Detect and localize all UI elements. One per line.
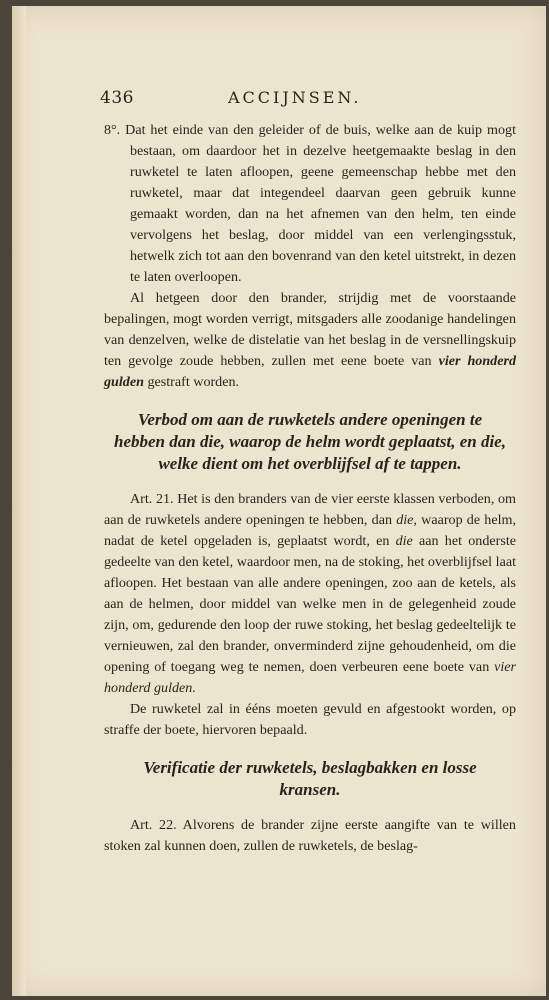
penalty-text-after: gestraft worden. [147,374,240,390]
running-title: ACCIJNSEN. [228,88,362,107]
numbered-item-8 [104,120,516,288]
page-header [100,88,400,114]
article-21-text-2: , waarop de helm, nadat de ketel opgeladen is, geplaatst wordt, en [104,512,517,549]
article-21-text-1: Het is den branders van de vier eerste klassen verboden, om aan de ruwketels andere openingen te hebben, dan [104,491,516,528]
section-heading-verificatie: Verificatie der ruwketels, beslagbakken en losse kransen. [143,758,477,799]
penalty-text-before: Al hetgeen door den brander, strijdig met de voorstaande bepalingen, mogt worden verrigt, mitsgaders alle zoodanige handelingen van denzelven, welke de distelatie van het beslag in de versnellingskuip ten gevolge zoude hebben, zullen met eene boete van [104,290,516,369]
penalty-amount: vier honderd gulden [104,353,517,390]
article-22 [104,815,516,857]
article-21-amount: vier honderd gulden. [104,659,517,696]
article-21-text-3: aan het onderste gedeelte van den ketel, waardoor men, na de stoking, het overblijfsel laat afloopen. Het bestaan van alle andere openingen, zoo aan de ketels, als aan de helmen, door middel van welke men in de gelegenheid zoude zijn, om, gedurende den loop der ruwe stoking, het beslag gedeeltelijk te vernieuwen, zal den brander, onverminderd zijne gehoudenheid, om die opening of toegang weg te nemen, doen verbeuren eene boete van [104,533,516,675]
page-gutter-shadow [12,6,26,996]
item-number: 8°. [104,122,121,138]
article-21 [104,489,516,699]
article-21-die-2: die [395,533,413,549]
ruwketel-paragraph: De ruwketel zal in ééns moeten gevuld en afgestookt worden, op straffe der boete, hiervoren bepaald. [104,701,516,738]
section-heading-verbod: Verbod om aan de ruwketels andere openingen te hebben dan die, waarop de helm wordt geplaatst, en die, welke dient om het overblijfsel af te tappen. [114,410,506,473]
page-number: 436 [100,88,134,108]
item-text: Dat het einde van den geleider of de buis, welke aan de kuip mogt bestaan, om daardoor het in dezelve heetgemaakte beslag in den ruwketel te laten afloopen, geene gemeenschap hebbe met den ruwketel, maar dat integendeel daarvan geen gebruik kunne gemaakt worden, dan na het afnemen van den helm, ten einde vervolgens het beslag, door middel van een verlengingsstuk, hetwelk zich tot aan den bovenrand van den ketel uitstrekt, in dezen te laten overloopen. [125,122,516,285]
article-22-label: Art. 22. [130,817,177,833]
article-21-label: Art. 21. [130,491,174,507]
page-body [104,120,516,857]
article-22-text: Alvorens de brander zijne eerste aangifte van te willen stoken zal kunnen doen, zullen de ruwketels, de beslag- [104,817,516,854]
article-21-die-1: die [396,512,414,528]
penalty-paragraph [104,288,516,393]
